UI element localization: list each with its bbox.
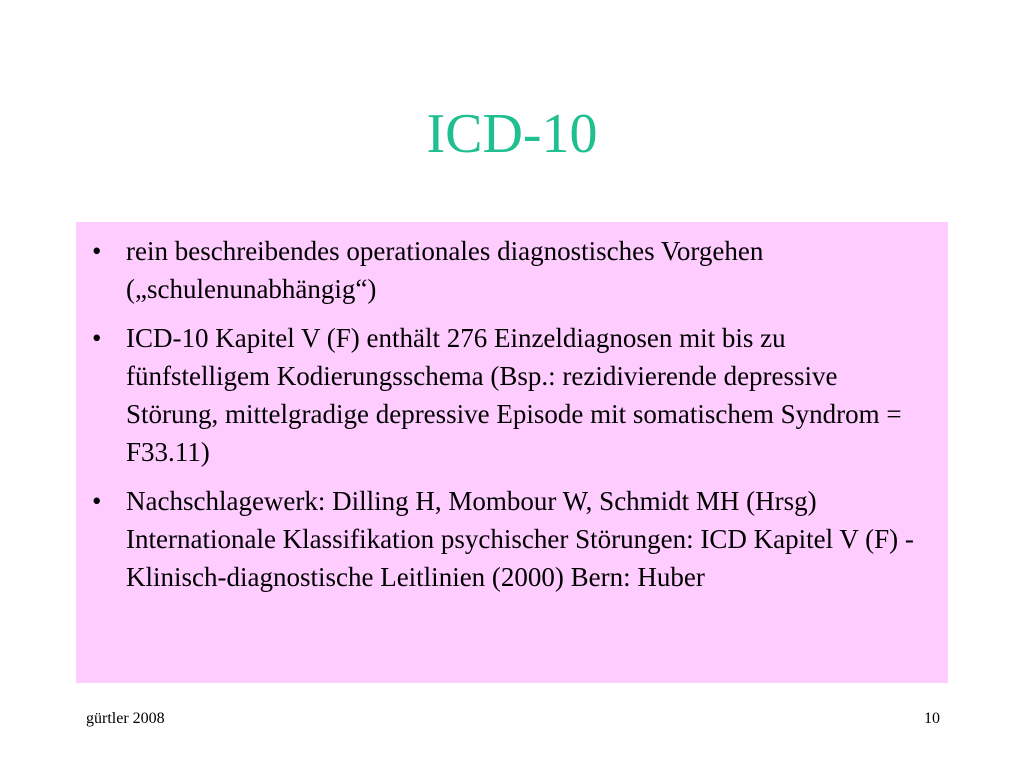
footer-page-number: 10 xyxy=(924,710,940,727)
bullet-marker: • xyxy=(92,486,102,516)
bullet-item-reference xyxy=(88,482,930,596)
bullet-item-chapter xyxy=(88,319,930,471)
bullet-text: rein beschreibendes operationales diagnostisches Vorgehen („schulenunabhängig“) xyxy=(126,236,764,304)
slide-title: ICD-10 xyxy=(426,103,598,165)
footer-author-date: gürtler 2008 xyxy=(86,710,165,727)
bullet-marker: • xyxy=(92,236,102,266)
bullet-text: ICD-10 Kapitel V (F) enthält 276 Einzeldiagnosen mit bis zu fünfstelligem Kodierungsschema (Bsp.: rezidivierende depressive Störung, mittelgradige depressive Episode mit somatischem Syndrom = F33.11) xyxy=(126,323,902,467)
content-box xyxy=(76,222,948,683)
bullet-text: Nachschlagewerk: Dilling H, Mombour W, Schmidt MH (Hrsg) Internationale Klassifikation psychischer Störungen: ICD Kapitel V (F) - Klinisch-diagnostische Leitlinien (2000) Bern: Huber xyxy=(126,486,914,592)
bullet-list xyxy=(88,232,930,596)
bullet-marker: • xyxy=(92,323,102,353)
bullet-item-approach xyxy=(88,232,930,308)
